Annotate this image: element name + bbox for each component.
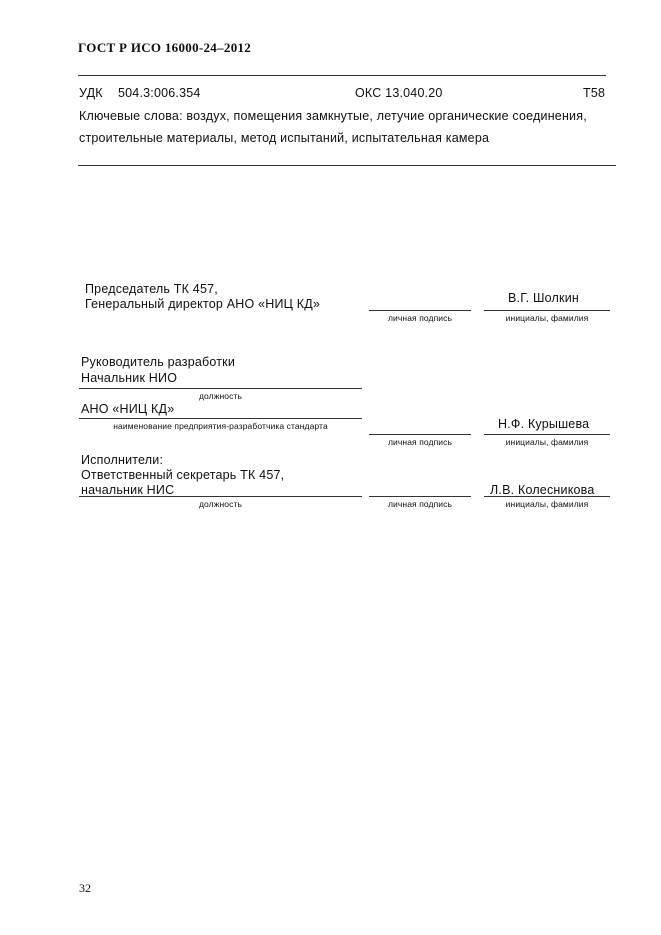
- head-dev-signature-caption: личная подпись: [387, 437, 453, 447]
- head-dev-title-line-1: Руководитель разработки: [81, 355, 236, 369]
- head-dev-title-line-2: Начальник НИО: [81, 371, 178, 385]
- chairman-initials-caption: инициалы, фамилия: [505, 313, 589, 323]
- head-dev-organization-caption: наименование предприятия-разработчика стандарта: [113, 421, 328, 431]
- head-dev-name: Н.Ф. Курышева: [498, 417, 590, 431]
- chairman-initials-line: [484, 310, 610, 311]
- keywords-line-2: строительные материалы, метод испытаний, испытательная камера: [79, 131, 490, 145]
- chairman-title-line-1: Председатель ТК 457,: [85, 282, 218, 296]
- executors-title-line-1: Исполнители:: [81, 453, 164, 467]
- classification-rule: [78, 165, 616, 166]
- oks-code: ОКС 13.040.20: [355, 86, 443, 100]
- executors-name: Л.В. Колесникова: [490, 483, 595, 497]
- head-dev-organization: АНО «НИЦ КД»: [81, 402, 175, 416]
- head-dev-position-line: [79, 388, 362, 389]
- executors-initials-caption: инициалы, фамилия: [505, 499, 589, 509]
- document-header-title: ГОСТ Р ИСО 16000-24–2012: [78, 40, 252, 55]
- keywords-line-1: Ключевые слова: воздух, помещения замкнутые, летучие органические соединения,: [79, 109, 587, 123]
- udk-value: 504.3:006.354: [118, 86, 201, 100]
- executors-signature-caption: личная подпись: [387, 499, 453, 509]
- classification-code: Т58: [583, 86, 606, 100]
- head-dev-initials-line: [484, 434, 610, 435]
- head-dev-initials-caption: инициалы, фамилия: [505, 437, 589, 447]
- header-rule: [78, 75, 606, 76]
- page-number: 32: [79, 881, 91, 895]
- udk-label: УДК: [79, 86, 103, 100]
- head-dev-organization-line: [79, 418, 362, 419]
- executors-title-line-2: Ответственный секретарь ТК 457,: [81, 468, 285, 482]
- executors-position-caption: должность: [198, 499, 243, 509]
- chairman-signature-caption: личная подпись: [387, 313, 453, 323]
- executors-signature-line: [369, 496, 471, 497]
- head-dev-position-caption: должность: [198, 391, 243, 401]
- executors-title-line-3: начальник НИС: [81, 483, 175, 497]
- executors-initials-line: [484, 496, 610, 497]
- chairman-title-line-2: Генеральный директор АНО «НИЦ КД»: [85, 297, 321, 311]
- executors-position-line: [79, 496, 362, 497]
- chairman-name: В.Г. Шолкин: [508, 291, 579, 305]
- chairman-signature-line: [369, 310, 471, 311]
- head-dev-signature-line: [369, 434, 471, 435]
